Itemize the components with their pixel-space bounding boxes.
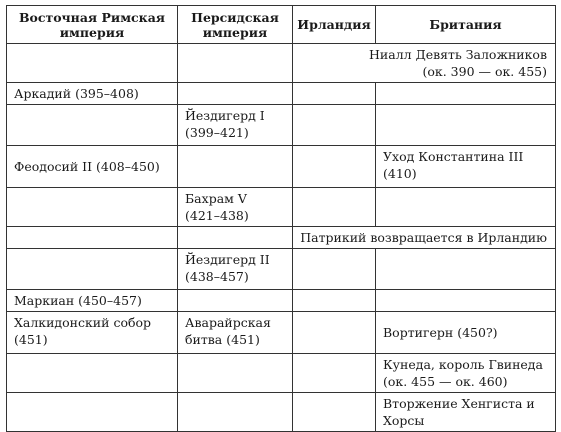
header-ireland-label: Ирландия	[297, 17, 371, 32]
cell-empty	[178, 354, 293, 393]
avarayr-line1: Аварайрская	[185, 315, 271, 330]
table-row-niall	[7, 44, 556, 83]
hengist-line1: Вторжение Хенгиста и	[383, 396, 535, 411]
cell-marcian: Маркиан (450–457)	[7, 290, 178, 312]
table-row-hengist	[7, 393, 556, 432]
niall-line1: Ниалл Девять Заложников	[369, 47, 547, 62]
cell-empty	[293, 105, 376, 146]
yazdegerd-1-line1: Йездигерд I	[185, 108, 265, 123]
cell-niall	[293, 44, 556, 83]
yazdegerd-1-line2: (399–421)	[185, 125, 249, 140]
header-east-roman-line1: Восточная	[18, 9, 98, 25]
cell-empty	[376, 105, 556, 146]
header-row	[7, 6, 556, 44]
niall-line2: (ок. 390 — ок. 455)	[422, 64, 547, 79]
header-britain	[376, 6, 556, 44]
cell-bahram	[178, 188, 293, 227]
cell-yazdegerd-1	[178, 105, 293, 146]
yazdegerd-2-line2: (438–457)	[185, 269, 249, 284]
table-row-yazdegerd-2	[7, 249, 556, 290]
cell-empty	[178, 290, 293, 312]
constantine-line1: Уход Константина III	[383, 149, 524, 164]
cell-avarayr	[178, 312, 293, 354]
cell-empty	[376, 83, 556, 105]
cell-patrick: Патрикий возвращается в Ирландию	[293, 227, 556, 249]
cell-theodosius: Феодосий II (408–450)	[7, 146, 178, 188]
cell-cunedda	[376, 354, 556, 393]
cell-empty	[7, 249, 178, 290]
header-persian-empire	[178, 6, 293, 44]
yazdegerd-2-line1: Йездигерд II	[185, 252, 270, 267]
bahram-line1: Бахрам V	[185, 191, 247, 206]
header-persian-line2: империя	[202, 24, 268, 40]
cell-arcadius: Аркадий (395–408)	[7, 83, 178, 105]
cunedda-line1: Кунеда, король Гвинеда	[383, 357, 543, 372]
cell-empty	[178, 393, 293, 432]
table-row-cunedda	[7, 354, 556, 393]
table-row-451	[7, 312, 556, 354]
table-row-theodosius	[7, 146, 556, 188]
cell-empty	[376, 249, 556, 290]
cell-yazdegerd-2	[178, 249, 293, 290]
chalcedon-line1: Халкидонский собор	[14, 315, 152, 330]
cell-empty	[7, 354, 178, 393]
constantine-line2: (410)	[383, 166, 417, 181]
cell-empty	[293, 249, 376, 290]
cell-empty	[178, 44, 293, 83]
cell-empty	[293, 354, 376, 393]
cell-empty	[293, 188, 376, 227]
cell-vortigern: Вортигерн (450?)	[376, 312, 556, 354]
table-row-yazdegerd-1	[7, 105, 556, 146]
cell-empty	[293, 146, 376, 188]
cell-empty	[293, 393, 376, 432]
cell-empty	[7, 393, 178, 432]
cell-empty	[376, 188, 556, 227]
cell-constantine	[376, 146, 556, 188]
cell-empty	[178, 227, 293, 249]
header-persian-line1: Персидская	[191, 9, 279, 25]
table-row-patrick	[7, 227, 556, 249]
cell-hengist	[376, 393, 556, 432]
cell-empty	[293, 312, 376, 354]
header-east-roman-line2: Римская империя	[59, 9, 166, 40]
cell-empty	[7, 188, 178, 227]
cell-empty	[376, 290, 556, 312]
cell-empty	[7, 44, 178, 83]
cell-empty	[178, 146, 293, 188]
table-row-arcadius	[7, 83, 556, 105]
cell-chalcedon	[7, 312, 178, 354]
cell-empty	[7, 227, 178, 249]
cell-empty	[293, 290, 376, 312]
table-row-bahram	[7, 188, 556, 227]
header-ireland	[293, 6, 376, 44]
cunedda-line2: (ок. 455 — ок. 460)	[383, 374, 508, 389]
avarayr-line2: битва (451)	[185, 332, 260, 347]
cell-empty	[178, 83, 293, 105]
chalcedon-line2: (451)	[14, 332, 48, 347]
table-row-marcian	[7, 290, 556, 312]
bahram-line2: (421–438)	[185, 208, 249, 223]
chronology-table	[6, 5, 556, 432]
hengist-line2: Хорсы	[383, 413, 425, 428]
cell-empty	[293, 83, 376, 105]
cell-empty	[7, 105, 178, 146]
header-britain-label: Британия	[429, 17, 502, 32]
header-east-roman-empire	[7, 6, 178, 44]
